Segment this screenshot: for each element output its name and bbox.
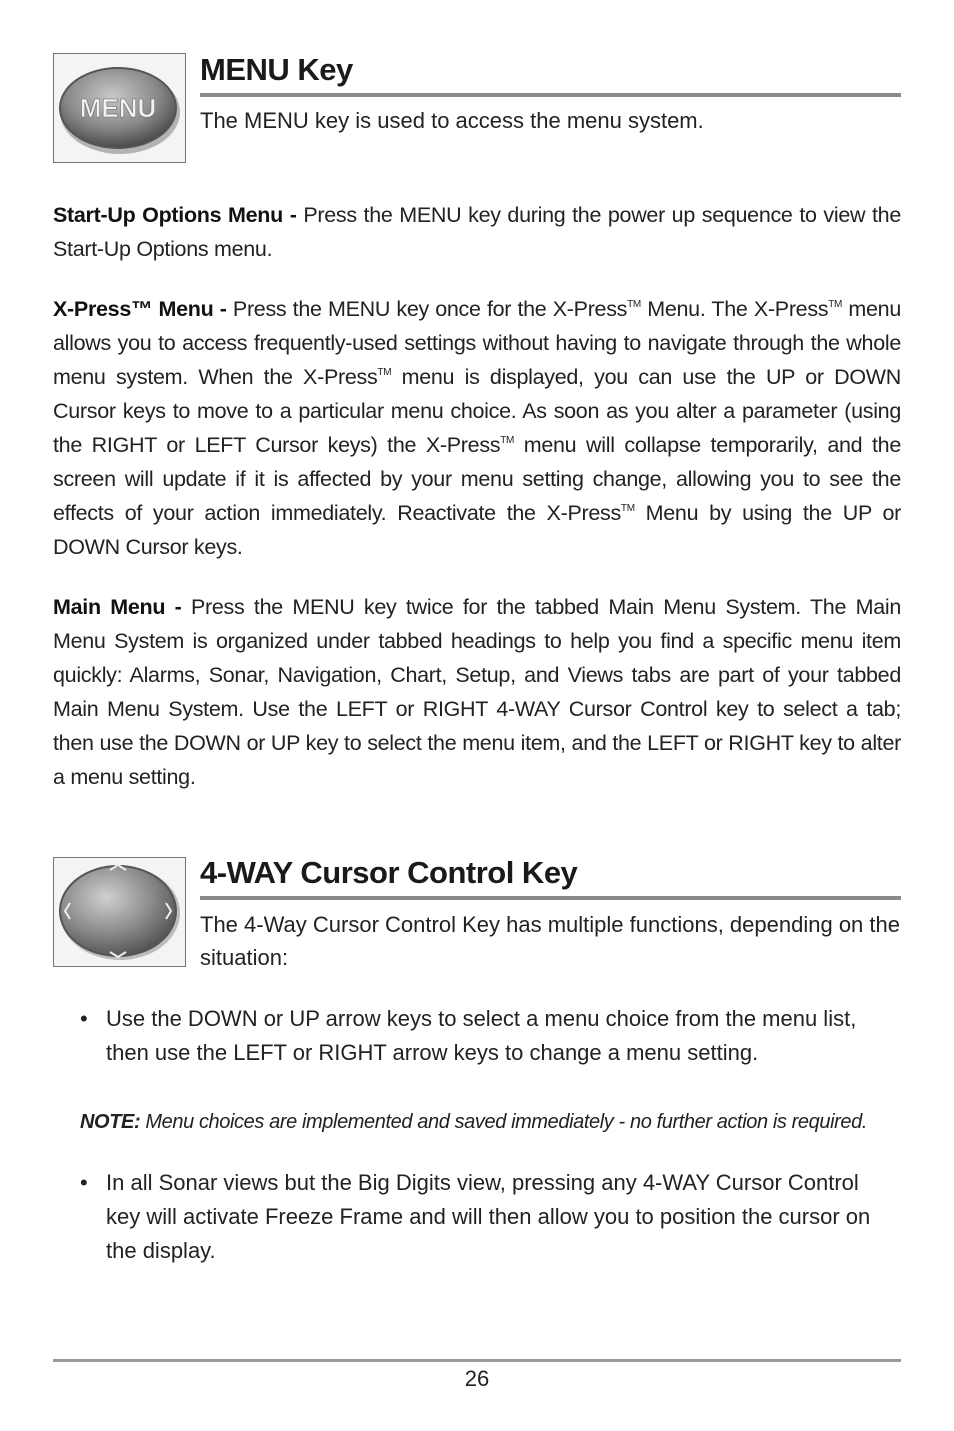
trademark-mark: TM <box>620 503 635 514</box>
note-lead: NOTE: <box>80 1111 141 1133</box>
list-item-text: In all Sonar views but the Big Digits view, pressing any 4-WAY Cursor Control key will activate Freeze Frame and will then allow you to position the cursor on the display. <box>106 1170 871 1263</box>
menu-key-title: MENU Key <box>200 52 353 87</box>
bullet-glyph: • <box>80 1006 88 1031</box>
xpress-text-2: Menu. The X-Press <box>640 297 829 321</box>
cursor-key-intro: The 4-Way Cursor Control Key has multiple functions, depending on the situation: <box>200 912 900 970</box>
main-menu-body: Press the MENU key twice for the tabbed Main Menu System. The Main Menu System is organized under tabbed headings to help you find a specific menu item quickly: Alarms, Sonar, Navigation, Chart, Setup, and Views tabs are part of your tabbed Main Menu System. Use the LEFT or RIGHT 4-WAY Cursor Control key to select a tab; then use the DOWN or UP key to select the menu item, and the LEFT or RIGHT key to alter a menu setting. <box>53 595 901 789</box>
cursor-key-icon <box>54 858 185 966</box>
note <box>80 1107 900 1137</box>
startup-options-body: Press the MENU key during the power up sequence to view the Start-Up Options menu. <box>53 203 901 261</box>
bullet-glyph: • <box>80 1170 88 1195</box>
trademark-mark: TM <box>828 299 843 310</box>
list-item-text: Use the DOWN or UP arrow keys to select a menu choice from the menu list, then use the LEFT or RIGHT arrow keys to change a menu setting. <box>106 1006 857 1065</box>
trademark-mark: TM <box>500 435 515 446</box>
cursor-key-title-rule <box>200 896 901 900</box>
xpress-menu-paragraph <box>53 292 901 564</box>
list-item <box>80 1166 880 1270</box>
cursor-key-title: 4-WAY Cursor Control Key <box>200 855 578 890</box>
trademark-mark: TM <box>377 367 392 378</box>
startup-options-paragraph <box>53 198 901 266</box>
trademark-mark: TM <box>627 299 641 310</box>
menu-key-icon-box <box>53 53 186 163</box>
list-item <box>80 1002 880 1072</box>
menu-key-intro: The MENU key is used to access the menu system. <box>200 108 704 133</box>
xpress-text-4: menu is displayed, you can use the UP or DOWN Cursor keys to move to a particular menu choice. As soon as you alter a parameter (using the RIGHT or LEFT Cursor keys) the X-Press <box>53 365 901 457</box>
page-number: 26 <box>464 1366 490 1391</box>
xpress-text-1: Press the MENU key once for the X-Press <box>226 297 628 321</box>
startup-options-lead: Start-Up Options Menu - <box>53 203 297 227</box>
xpress-menu-lead: X-Press™ Menu - <box>53 297 227 321</box>
menu-key-icon <box>54 54 185 162</box>
xpress-text-3: menu allows you to access frequently-used settings without having to navigate through the whole menu system. When the X-Press <box>53 297 901 389</box>
note-body: Menu choices are implemented and saved immediately - no further action is required. <box>140 1111 868 1133</box>
footer-rule <box>53 1359 901 1362</box>
xpress-text-6: Menu by using the UP or DOWN Cursor keys. <box>53 501 901 559</box>
menu-key-title-rule <box>200 93 901 97</box>
main-menu-paragraph <box>53 590 901 794</box>
main-menu-lead: Main Menu - <box>53 595 182 619</box>
cursor-key-icon-box <box>53 857 186 967</box>
xpress-text-5: menu will collapse temporarily, and the screen will update if it is affected by your menu setting change, allowing you to see the effects of your action immediately. Reactivate the X-Press <box>53 433 901 525</box>
menu-key-icon-label: MENU <box>79 93 157 123</box>
